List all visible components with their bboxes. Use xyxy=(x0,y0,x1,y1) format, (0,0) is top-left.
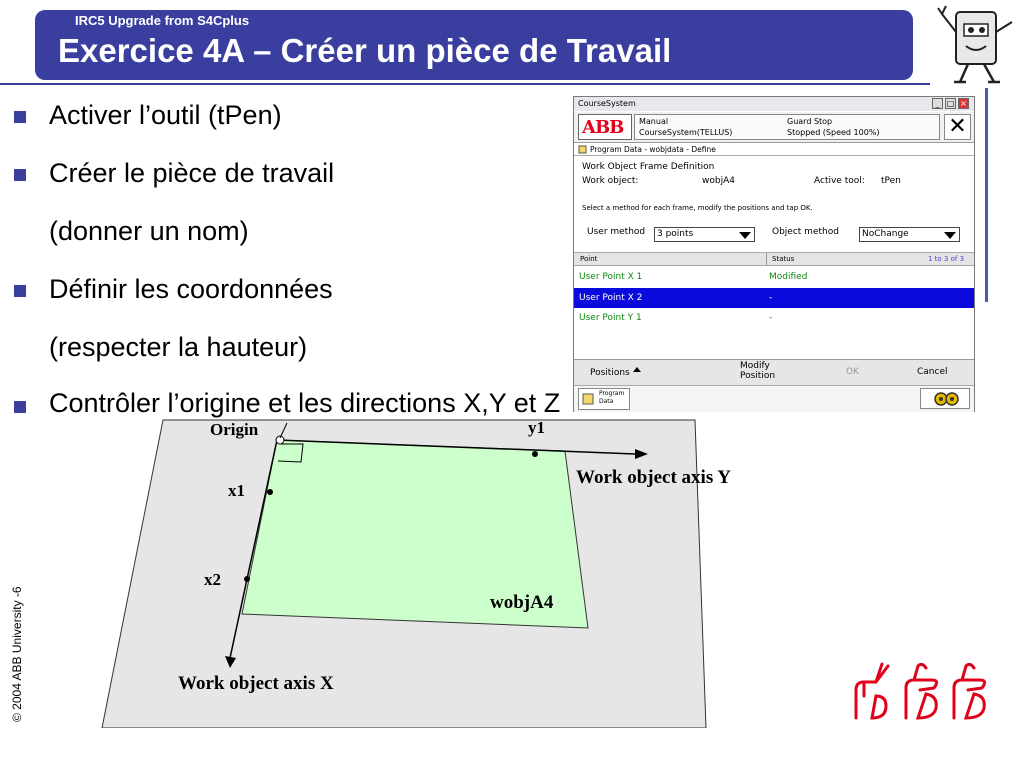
wobj-label: wobjA4 xyxy=(490,592,554,613)
hand-gesture-icons xyxy=(848,660,1000,724)
bullet-subitem: (donner un nom) xyxy=(49,216,249,246)
window-titlebar: CourseSystem xyxy=(574,97,974,111)
object-method-value: NoChange xyxy=(862,229,909,239)
row-point: User Point X 2 xyxy=(579,293,643,303)
bullet-marker xyxy=(14,111,26,123)
chevron-down-icon xyxy=(944,232,956,239)
window-edge xyxy=(985,88,988,302)
bullet-marker xyxy=(14,285,26,297)
row-point: User Point Y 1 xyxy=(579,313,642,323)
table-row-selected[interactable] xyxy=(574,288,974,308)
row-status: - xyxy=(769,313,773,323)
program-data-icon xyxy=(581,392,595,406)
origin-label: Origin xyxy=(210,420,259,439)
status-system: CourseSystem(TELLUS) xyxy=(639,128,733,137)
bullet-marker xyxy=(14,169,26,181)
row-point: User Point X 1 xyxy=(579,272,643,282)
col-status: Status xyxy=(772,255,795,263)
modify-position-button[interactable] xyxy=(740,361,775,381)
header-divider xyxy=(0,83,930,85)
bullet-item: Créer le pièce de travail xyxy=(49,158,335,188)
bullet-item: Définir les coordonnées xyxy=(49,274,333,304)
table-row[interactable] xyxy=(574,267,974,287)
axis-x-label: Work object axis X xyxy=(178,673,334,694)
taskbar xyxy=(574,385,974,412)
chevron-down-icon xyxy=(739,232,751,239)
object-method-label: Object method xyxy=(772,227,839,237)
breadcrumb: Program Data - wobjdata - Define xyxy=(574,143,974,156)
col-point: Point xyxy=(580,255,598,263)
gears-icon xyxy=(932,390,960,408)
status-state: Guard Stop xyxy=(787,117,833,126)
header-subtitle: IRC5 Upgrade from S4Cplus xyxy=(75,13,250,28)
table-row[interactable] xyxy=(574,308,974,328)
work-object-value: wobjA4 xyxy=(702,176,735,186)
abb-menu-button[interactable] xyxy=(578,114,632,140)
instruction-text: Select a method for each frame, modify the positions and tap OK. xyxy=(582,204,813,212)
bullet-marker xyxy=(14,401,26,413)
close-icon[interactable]: ✕ xyxy=(944,114,971,140)
program-data-icon xyxy=(578,145,587,154)
cancel-button[interactable]: Cancel xyxy=(917,367,948,377)
minimize-button[interactable]: _ xyxy=(932,98,943,109)
task-label-program: Program xyxy=(599,390,625,397)
user-method-value: 3 points xyxy=(657,229,694,239)
bullet-item: Contrôler l’origine et les directions X,Y et Z xyxy=(49,388,561,418)
active-tool-label: Active tool: xyxy=(814,176,865,186)
x2-label: x2 xyxy=(204,570,221,589)
window-close-button[interactable]: × xyxy=(958,98,969,109)
abb-logo: ABB xyxy=(582,117,624,138)
active-tool-value: tPen xyxy=(881,176,901,186)
axis-y-label: Work object axis Y xyxy=(576,467,731,488)
bullet-item: Activer l’outil (tPen) xyxy=(49,100,282,130)
status-panel[interactable] xyxy=(634,114,940,140)
row-status: - xyxy=(769,293,773,303)
y1-label: y1 xyxy=(528,418,545,437)
user-method-label: User method xyxy=(587,227,646,237)
triangle-up-icon xyxy=(633,367,641,372)
positions-label: Positions xyxy=(590,368,630,378)
status-speed: Stopped (Speed 100%) xyxy=(787,128,880,137)
positions-button[interactable] xyxy=(590,367,641,378)
copyright-footer: © 2004 ABB University -6 xyxy=(10,586,24,722)
modify-label: Modify xyxy=(740,361,770,371)
status-mode: Manual xyxy=(639,117,669,126)
object-method-select[interactable] xyxy=(859,227,960,242)
section-title: Work Object Frame Definition xyxy=(582,162,715,172)
maximize-button[interactable]: □ xyxy=(946,99,955,108)
page-title: Exercice 4A – Créer un pièce de Travail xyxy=(58,32,672,69)
table-header xyxy=(574,252,974,266)
command-bar xyxy=(574,359,974,385)
robot-mascot-icon xyxy=(934,2,1020,86)
flexpendant-window xyxy=(573,96,975,412)
user-method-select[interactable] xyxy=(654,227,755,242)
ok-button[interactable]: OK xyxy=(846,367,859,377)
quickset-button[interactable] xyxy=(920,388,970,409)
bullet-subitem: (respecter la hauteur) xyxy=(49,332,308,362)
row-status: Modified xyxy=(769,272,808,282)
task-label-data: Data xyxy=(599,398,614,405)
table-range: 1 to 3 of 3 xyxy=(928,255,965,263)
status-bar xyxy=(574,112,974,143)
program-data-task-button[interactable] xyxy=(578,388,630,410)
work-object-label: Work object: xyxy=(582,176,639,186)
position-label: Position xyxy=(740,371,776,381)
x1-label: x1 xyxy=(228,481,245,500)
